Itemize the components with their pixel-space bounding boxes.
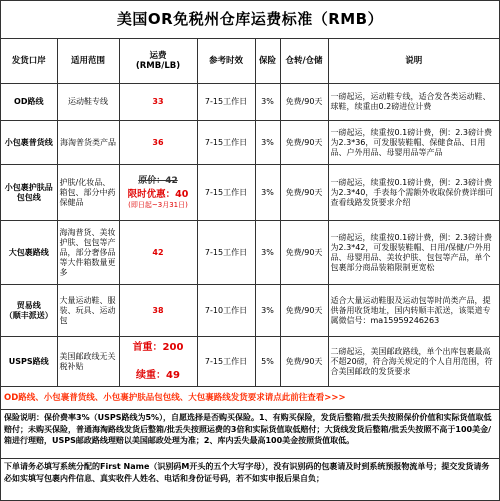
route-desc: 二磅起运，美国邮政路线，单个出库包裹最高不超20磅，符合海关规定的个人自用范围，符合美国邮政的发货要求 xyxy=(328,337,499,387)
route-scope: 海淘普货类产品 xyxy=(57,121,119,165)
route-scope: 运动鞋专线 xyxy=(57,84,119,121)
header-scope: 适用范围 xyxy=(57,39,119,84)
route-name: 小包裹护肤品包包线 xyxy=(1,165,57,221)
route-insurance: 3% xyxy=(255,84,280,121)
original-price: 原价：42 xyxy=(138,175,178,186)
route-transfer: 免费/90天 xyxy=(280,337,328,387)
header-route: 发货口岸 xyxy=(1,39,57,84)
route-scope: 护肤/化妆品、箱包、部分中药保健品 xyxy=(57,165,119,221)
route-name: OD路线 xyxy=(1,84,57,121)
first-weight-price: 首重：200 xyxy=(132,341,184,353)
header-desc: 说明 xyxy=(328,39,499,84)
header-insurance: 保险 xyxy=(255,39,280,84)
table-row xyxy=(1,221,499,285)
route-time: 7-15工作日 xyxy=(197,84,255,121)
route-insurance: 3% xyxy=(255,165,280,221)
route-scope: 美国邮政线无关税补贴 xyxy=(57,337,119,387)
route-transfer: 免费/90天 xyxy=(280,121,328,165)
route-fee: 42 xyxy=(119,221,197,285)
promo-period: (即日起~3月31日) xyxy=(128,200,188,209)
route-time: 7-15工作日 xyxy=(197,221,255,285)
route-transfer: 免费/90天 xyxy=(280,165,328,221)
route-name: 大包裹路线 xyxy=(1,221,57,285)
route-transfer: 免费/90天 xyxy=(280,84,328,121)
route-fee: 38 xyxy=(119,285,197,337)
route-insurance: 3% xyxy=(255,285,280,337)
route-fee-cell xyxy=(119,337,197,387)
route-desc: 一磅起运，续重按0.1磅计费，例：2.3磅计费为2.3*42，可发服装鞋帽、日用/保健/户外用品、母婴用品、美妆护肤、包包等产品，单个包裹部分商品装箱限制更宽松 xyxy=(328,221,499,285)
route-transfer: 免费/90天 xyxy=(280,285,328,337)
route-time: 7-10工作日 xyxy=(197,285,255,337)
page-title: 美国OR免税州仓库运费标准（RMB） xyxy=(1,1,499,39)
route-fee-cell xyxy=(119,165,197,221)
route-scope: 大量运动鞋、服装、玩具、运动包 xyxy=(57,285,119,337)
route-fee: 33 xyxy=(119,84,197,121)
table-row xyxy=(1,337,499,387)
route-name: 贸易线 （顺丰派送） xyxy=(1,285,57,337)
table-row xyxy=(1,84,499,121)
table-header-row xyxy=(1,39,499,84)
table-row xyxy=(1,165,499,221)
continued-weight-price: 续重：49 xyxy=(136,369,180,381)
route-fee: 36 xyxy=(119,121,197,165)
route-desc: 适合大量运动鞋服及运动包等时尚类产品，提供备用收货地址，国内转顺丰派送，该渠道专属微信号：ma15959246263 xyxy=(328,285,499,337)
route-time: 7-15工作日 xyxy=(197,121,255,165)
route-desc: 一磅起运，续重按0.1磅计费，例：2.3磅计费为2.3*36，可发服装鞋帽、保健食品、日用品、户外用品、母婴用品等产品 xyxy=(328,121,499,165)
route-transfer: 免费/90天 xyxy=(280,221,328,285)
route-insurance: 5% xyxy=(255,337,280,387)
insurance-notes: 保险说明：保价费率3%（USPS路线为5%），自愿选择是否购买保险。1、有购买保险，发货后整箱/批丢失按照保价价值和实际货值取低赔付；未购买保险，普通海淘路线发货后整箱/批丢失按照运费的3倍和实际货值取低赔付；大货线发货后整箱/批丢失按照不高于100美金/箱进行理赔，USPS邮政路线理赔以美国邮政处理为准；2、库内丢失最高100美金按照货值取低。 xyxy=(1,410,499,459)
route-insurance: 3% xyxy=(255,121,280,165)
route-desc: 一磅起运，运动鞋专线，适合发各类运动鞋、球鞋，续重由0.2磅进位计费 xyxy=(328,84,499,121)
route-name: USPS路线 xyxy=(1,337,57,387)
route-name: 小包裹普货线 xyxy=(1,121,57,165)
table-row xyxy=(1,285,499,337)
rate-table xyxy=(1,39,499,387)
table-row xyxy=(1,121,499,165)
route-time: 7-15工作日 xyxy=(197,165,255,221)
header-transfer: 仓转/仓储 xyxy=(280,39,328,84)
route-scope: 海淘普货、美妆护肤、包包等产品，部分奢侈品等大件箱数量更多 xyxy=(57,221,119,285)
requirements-link[interactable]: OD路线、小包裹普货线、小包裹护肤品包包线、大包裹路线发货要求请点此前往查看>>> xyxy=(1,387,499,410)
promo-price: 限时优惠：40 xyxy=(127,188,189,200)
header-fee: 运费 (RMB/LB) xyxy=(119,39,197,84)
header-time: 参考时效 xyxy=(197,39,255,84)
route-insurance: 3% xyxy=(255,221,280,285)
ordering-notes: 下单请务必填写系统分配的First Name（识别码M开头的五个大写字母），没有识别码的包裹请及时到系统预报物流单号；提交发货请务必如实填写包裹内件信息、真实收件人姓名、电话和身份证号码，若不如实申报后果自负； xyxy=(4,462,490,483)
route-time: 7-15工作日 xyxy=(197,337,255,387)
route-desc: 一磅起运，续重按0.1磅计费，例：2.3磅计费为2.3*40，手表每个需额外收取保价费详细可查看线路发货要求介绍 xyxy=(328,165,499,221)
